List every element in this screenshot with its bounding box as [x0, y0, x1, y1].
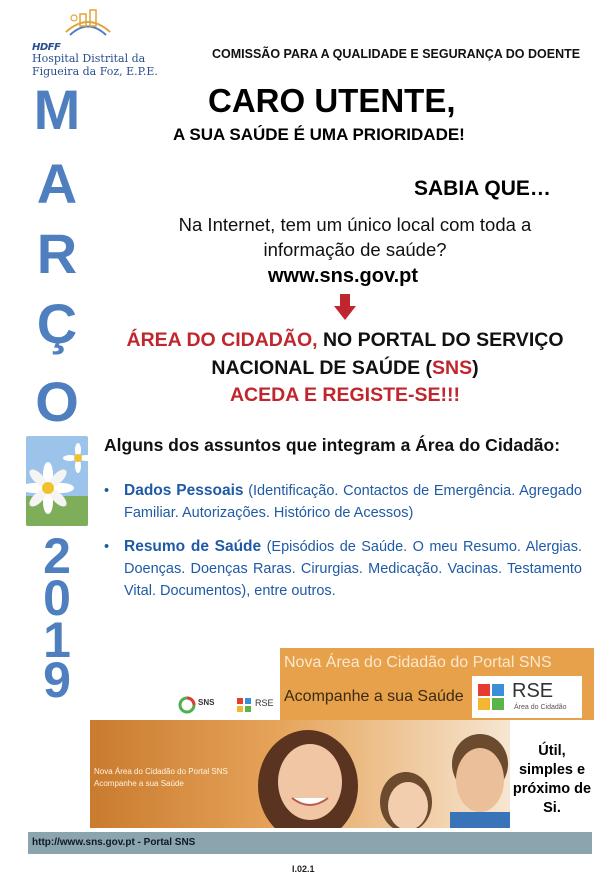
partner-logos — [178, 694, 278, 716]
area-cidadao-statement — [120, 326, 570, 382]
banner-subtitle: Acompanhe a sua Saúde — [284, 688, 464, 705]
hospital-logo — [28, 8, 158, 80]
commission-heading: COMISSÃO PARA A QUALIDADE E SEGURANÇA DO DOENTE — [212, 47, 581, 61]
internet-question: Na Internet, tem um único local com toda a informação de saúde? — [178, 214, 532, 260]
rse-logo — [472, 676, 582, 718]
logo-abbr: HDFF — [32, 42, 61, 53]
sabia-heading: SABIA QUE… — [414, 177, 551, 200]
area-portal-text: NO PORTAL DO SERVIÇO NACIONAL DE SAÚDE ( — [211, 329, 564, 379]
daisy-flower-image — [26, 436, 88, 526]
month-letter: Ç — [36, 292, 78, 355]
month-letter: R — [36, 222, 78, 285]
list-item — [104, 536, 582, 602]
register-cta: ACEDA E REGISTE-SE!!! — [229, 384, 461, 406]
topics-heading: Alguns dos assuntos que integram a Área do Cidadão: — [104, 435, 561, 455]
sns-logo-icon — [178, 696, 196, 714]
rse-logo-text: RSE — [512, 680, 554, 702]
document-code: I.02.1 — [292, 864, 315, 874]
list-item — [104, 480, 582, 524]
rse-small-icon — [236, 697, 252, 713]
area-cidadao-label: ÁREA DO CIDADÃO, — [126, 329, 318, 351]
area-close-paren: ) — [472, 357, 479, 379]
banner-title: Nova Área do Cidadão do Portal SNS — [284, 654, 552, 671]
portal-banner — [280, 648, 594, 720]
year-digit: 1 — [43, 612, 71, 668]
sns-logo-text: SNS — [198, 698, 215, 707]
topic-detail: (Identificação. Contactos de Emergência. Agregado Familiar. Autorizações. Histórico de Acessos) — [124, 483, 582, 521]
footer-bar — [28, 832, 592, 854]
rse-puzzle-icon — [476, 682, 506, 712]
logo-name-line1: Hospital Distrital da — [32, 52, 146, 65]
sns-abbr: SNS — [432, 357, 473, 379]
topic-detail: (Episódios de Saúde. O meu Resumo. Alergias. Doenças. Doenças Raras. Cirurgias. Medicação. Vacinas. Testamento Vital. Documentos), entre outros. — [124, 539, 582, 599]
month-letter: M — [33, 78, 81, 141]
year-digit: 2 — [43, 528, 71, 584]
family-photo — [90, 720, 510, 828]
logo-name-line2: Figueira da Foz, E.P.E. — [32, 65, 158, 78]
down-arrow-icon — [334, 294, 356, 320]
topic-title: Resumo de Saúde — [124, 538, 262, 555]
month-letter: A — [36, 152, 78, 215]
bullet-icon: • — [104, 483, 110, 499]
footer-link[interactable]: http://www.sns.gov.pt - Portal SNS — [32, 837, 196, 848]
month-letter: O — [35, 370, 79, 433]
topic-title: Dados Pessoais — [124, 482, 244, 499]
sns-url[interactable]: www.sns.gov.pt — [268, 265, 419, 287]
rse-small-text: RSE — [255, 698, 274, 708]
page-subtitle: A SUA SAÚDE É UMA PRIORIDADE! — [173, 125, 465, 144]
year-digit: 9 — [43, 652, 71, 708]
page-title: CARO UTENTE, — [208, 82, 456, 119]
photo-caption-subtitle: Acompanhe a sua Saúde — [94, 779, 184, 788]
rse-logo-sub: Área do Cidadão — [514, 704, 567, 711]
topics-list — [104, 480, 582, 614]
year-digit: 0 — [43, 570, 71, 626]
tagline: Útil, simples e próximo de Si. — [512, 743, 592, 816]
hospital-building-icon — [62, 8, 114, 38]
bullet-icon: • — [104, 539, 110, 555]
photo-caption-title: Nova Área do Cidadão do Portal SNS — [94, 767, 228, 776]
